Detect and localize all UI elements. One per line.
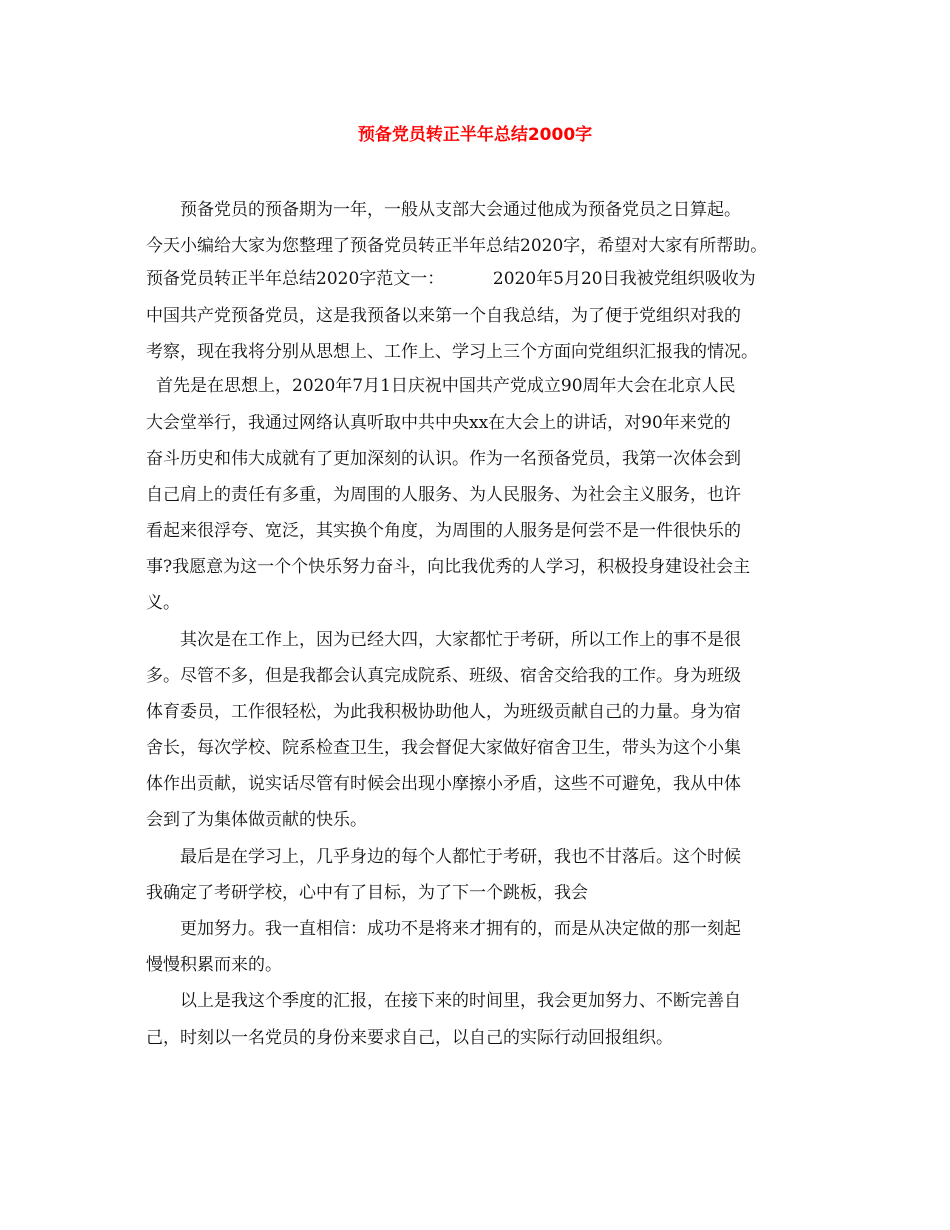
body-line: 义。 [146, 593, 180, 613]
body-line: 体育委员，工作很轻松，为此我积极协助他人，为班级贡献自己的力量。身为宿 [146, 702, 741, 722]
body-line: 首先是在思想上，2020年7月1日庆祝中国共产党成立90周年大会在北京人民 [156, 376, 736, 396]
document-title: 预备党员转正半年总结2000字 [357, 125, 593, 145]
body-line: 最后是在学习上，几乎身边的每个人都忙于考研，我也不甘落后。这个时候 [180, 847, 741, 867]
body-line: 舍长，每次学校、院系检查卫生，我会督促大家做好宿舍卫生，带头为这个小集 [146, 738, 741, 758]
body-line: 其次是在工作上，因为已经大四，大家都忙于考研，所以工作上的事不是很 [180, 630, 741, 650]
body-line: 大会堂举行，我通过网络认真听取中共中央xx在大会上的讲话，对90年来党的 [146, 413, 731, 433]
body-line: 中国共产党预备党员，这是我预备以来第一个自我总结，为了便于党组织对我的 [146, 306, 741, 326]
body-line: 预备党员的预备期为一年，一般从支部大会通过他成为预备党员之日算起。 [180, 200, 741, 220]
body-line: 自己肩上的责任有多重，为周围的人服务、为人民服务、为社会主义服务，也许 [146, 485, 741, 505]
body-line: 今天小编给大家为您整理了预备党员转正半年总结2020字，希望对大家有所帮助。 [146, 236, 768, 256]
body-line: 会到了为集体做贡献的快乐。 [146, 810, 367, 830]
body-line: 更加努力。我一直相信：成功不是将来才拥有的，而是从决定做的那一刻起 [180, 919, 741, 939]
body-line: 看起来很浮夸、宽泛，其实换个角度，为周围的人服务是何尝不是一件很快乐的 [146, 521, 741, 541]
body-line: 我确定了考研学校，心中有了目标，为了下一个跳板，我会 [146, 883, 588, 903]
body-line: 体作出贡献，说实话尽管有时候会出现小摩擦小矛盾，这些不可避免，我从中体 [146, 774, 741, 794]
body-line: 考察，现在我将分别从思想上、工作上、学习上三个方面向党组织汇报我的情况。 [146, 342, 758, 362]
body-line: 己，时刻以一名党员的身份来要求自己，以自己的实际行动回报组织。 [146, 1028, 673, 1048]
body-line: 奋斗历史和伟大成就有了更加深刻的认识。作为一名预备党员，我第一次体会到 [146, 449, 741, 469]
body-line: 预备党员转正半年总结2020字范文一： 2020年5月20日我被党组织吸收为 [146, 269, 756, 289]
body-line: 多。尽管不多，但是我都会认真完成院系、班级、宿舍交给我的工作。身为班级 [146, 666, 741, 686]
body-line: 以上是我这个季度的汇报，在接下来的时间里，我会更加努力、不断完善自 [180, 991, 741, 1011]
body-line: 事?我愿意为这一个个快乐努力奋斗，向比我优秀的人学习，积极投身建设社会主 [146, 557, 751, 577]
body-line: 慢慢积累而来的。 [146, 955, 282, 975]
